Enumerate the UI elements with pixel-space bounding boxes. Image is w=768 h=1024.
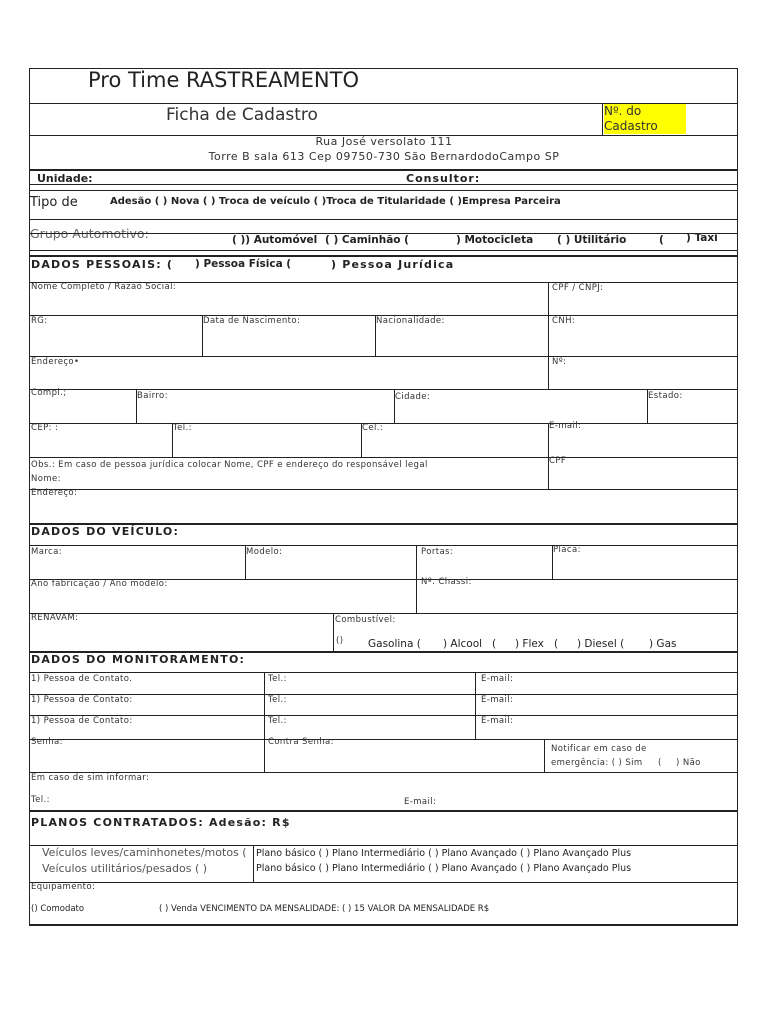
obs-text: Obs.: Em caso de pessoa jurídica colocar Nome, CPF e endereço do responsável legal	[31, 460, 428, 470]
registration-no-label	[604, 104, 686, 134]
opt-taxi[interactable]: ) Taxi	[686, 232, 718, 244]
divider-vertical	[548, 315, 549, 356]
numero-label: Nº:	[552, 357, 567, 367]
veiculos-util-label[interactable]: Veículos utilitários/pesados ( )	[42, 862, 208, 875]
opt-utilitario[interactable]: ( ) Utilitário	[557, 234, 627, 246]
planos-line1[interactable]: Plano básico ( ) Plano Intermediário ( ) Plano Avançado ( ) Plano Avançado Plus	[256, 848, 632, 859]
registration-no-line2: Cadastro	[604, 119, 658, 133]
divider-vertical	[253, 845, 254, 882]
divider-vertical	[544, 739, 545, 772]
veiculos-leves-label[interactable]: Veículos leves/caminhonetes/motos (	[42, 846, 247, 859]
tipo-options: Adesão ( ) Nova ( ) Troca de veículo ( )Troca de Titularidade ( )Empresa Parceira	[110, 196, 561, 207]
divider-vertical	[475, 672, 476, 740]
dados-pessoais-title: DADOS PESSOAIS: (	[31, 258, 174, 271]
divider	[29, 810, 737, 812]
venda-option[interactable]: ( ) Venda VENCIMENTO DA MENSALIDADE: ( ) 15 VALOR DA MENSALIDADE R$	[159, 904, 490, 914]
cnh-label: CNH:	[552, 316, 576, 326]
senha-label: Senha:	[31, 737, 63, 747]
divider-vertical	[333, 613, 334, 651]
address-line2: Torre B sala 613 Cep 09750-730 São BernardodoCampo SP	[208, 150, 560, 163]
divider	[29, 457, 737, 458]
opt-taxi-paren: (	[659, 234, 664, 246]
cep-label: CEP: :	[31, 423, 59, 433]
ano-label: Ano fabricação / Ano modelo:	[31, 579, 168, 589]
gas-option[interactable]: ) Gas	[649, 638, 677, 650]
endereco-label: Endereço•	[31, 357, 80, 367]
alcool-option[interactable]: ) Alcool	[443, 638, 483, 650]
company-name: Pro Time RASTREAMENTO	[88, 68, 360, 92]
opt-automovel[interactable]: ( )) Automóvel	[232, 234, 318, 246]
divider	[29, 739, 737, 740]
planos-title: PLANOS CONTRATADOS: Adesão: R$	[31, 816, 291, 829]
divider	[29, 255, 737, 257]
bottom-border	[29, 924, 737, 926]
endereco2-label: Endereço:	[31, 488, 78, 498]
gasolina-option[interactable]: Gasolina (	[368, 638, 421, 650]
contato-2-label: 1) Pessoa de Contato:	[31, 695, 133, 705]
bairro-label: Bairro:	[137, 391, 168, 401]
divider	[29, 169, 737, 171]
comodato-option[interactable]: () Comodato	[31, 904, 85, 914]
tel-label: Tel.:	[173, 423, 192, 433]
dados-monitoramento-title: DADOS DO MONITORAMENTO:	[31, 653, 246, 666]
divider	[29, 715, 737, 716]
planos-line2[interactable]: Plano básico ( ) Plano Intermediário ( ) Plano Avançado ( ) Plano Avançado Plus	[256, 863, 632, 874]
opt-moto[interactable]: ) Motocicleta	[456, 234, 534, 246]
modelo-label: Modelo:	[246, 547, 283, 557]
dados-veiculo-title: DADOS DO VEÍCULO:	[31, 525, 180, 538]
contato-3-label: 1) Pessoa de Contato:	[31, 716, 133, 726]
divider-vertical	[264, 672, 265, 772]
contato-3-tel: Tel.:	[268, 716, 287, 726]
combustivel-paren: ()	[336, 636, 344, 646]
rg-label: RG:	[31, 316, 48, 326]
estado-label: Estado:	[648, 391, 683, 401]
cel-label: Cel.:	[362, 423, 384, 433]
divider	[29, 489, 737, 490]
portas-label: Portas:	[421, 547, 454, 557]
divider	[29, 545, 737, 546]
caso-sim-tel: Tel.:	[31, 795, 50, 805]
contato-1-tel: Tel.:	[268, 674, 287, 684]
unidade-label: Unidade:	[37, 172, 93, 185]
email-label: E-mail:	[549, 421, 582, 431]
divider-vertical	[548, 282, 549, 315]
marca-label: Marca:	[31, 547, 62, 557]
contato-1-label: 1) Pessoa de Contato.	[31, 674, 133, 684]
tipo-label: Tipo de	[30, 195, 78, 210]
cidade-label: Cidade:	[395, 392, 431, 402]
renavam-label: RENAVAM:	[31, 613, 79, 623]
divider	[29, 613, 737, 614]
notificar-line1: Notificar em caso de	[551, 744, 647, 754]
contato-2-tel: Tel.:	[268, 695, 287, 705]
pessoa-juridica-option[interactable]: ) Pessoa Jurídica	[331, 258, 455, 271]
form-title: Ficha de Cadastro	[166, 105, 318, 125]
nacionalidade-label: Nacionalidade:	[376, 316, 445, 326]
opt-caminhao[interactable]: ( ) Caminhão (	[325, 234, 409, 246]
notificar-line2[interactable]: emergência: ( ) Sim	[551, 758, 643, 768]
contato-1-email: E-mail:	[481, 674, 514, 684]
divider	[29, 190, 737, 191]
caso-sim-email: E-mail:	[404, 797, 437, 807]
cpf-label: CPF	[549, 456, 567, 466]
chassi-label: Nº. Chassi:	[421, 577, 472, 587]
compl-label: Compl.;	[31, 388, 67, 398]
pessoa-fisica-option[interactable]: ) Pessoa Física (	[195, 258, 292, 270]
nome2-label: Nome:	[31, 474, 61, 484]
divider	[29, 672, 737, 673]
registration-no-line1: Nº. do	[604, 104, 659, 119]
nascimento-label: Data de Nascimento:	[203, 316, 301, 326]
caso-sim-label: Em caso de sim informar:	[31, 773, 150, 783]
divider	[29, 184, 737, 185]
cpf-cnpj-label: CPF / CNPJ:	[552, 283, 604, 293]
combustivel-label: Combustível:	[335, 615, 396, 625]
consultor-label: Consultor:	[406, 172, 481, 185]
divider	[29, 882, 737, 883]
nome-label: Nome Completo / Razão Social:	[31, 282, 177, 292]
divider	[29, 250, 737, 251]
equipamento-label: Equipamento:	[31, 882, 96, 892]
divider	[29, 356, 737, 357]
diesel-option[interactable]: ) Diesel (	[577, 638, 625, 650]
contato-2-email: E-mail:	[481, 695, 514, 705]
flex-option[interactable]: ) Flex	[515, 638, 544, 650]
divider	[29, 219, 737, 220]
contato-3-email: E-mail:	[481, 716, 514, 726]
contra-senha-label: Contra Senha:	[268, 737, 334, 747]
diesel-open: (	[554, 638, 559, 650]
divider	[29, 694, 737, 695]
address-line1: Rua José versolato 111	[315, 135, 453, 148]
notificar-paren: (	[658, 758, 662, 768]
divider-vertical	[548, 356, 549, 389]
grupo-label: Grupo Automotivo:	[30, 226, 149, 241]
divider-vertical	[602, 103, 603, 135]
notificar-nao[interactable]: ) Não	[676, 758, 701, 768]
flex-open: (	[492, 638, 497, 650]
placa-label: Placa:	[553, 545, 581, 555]
